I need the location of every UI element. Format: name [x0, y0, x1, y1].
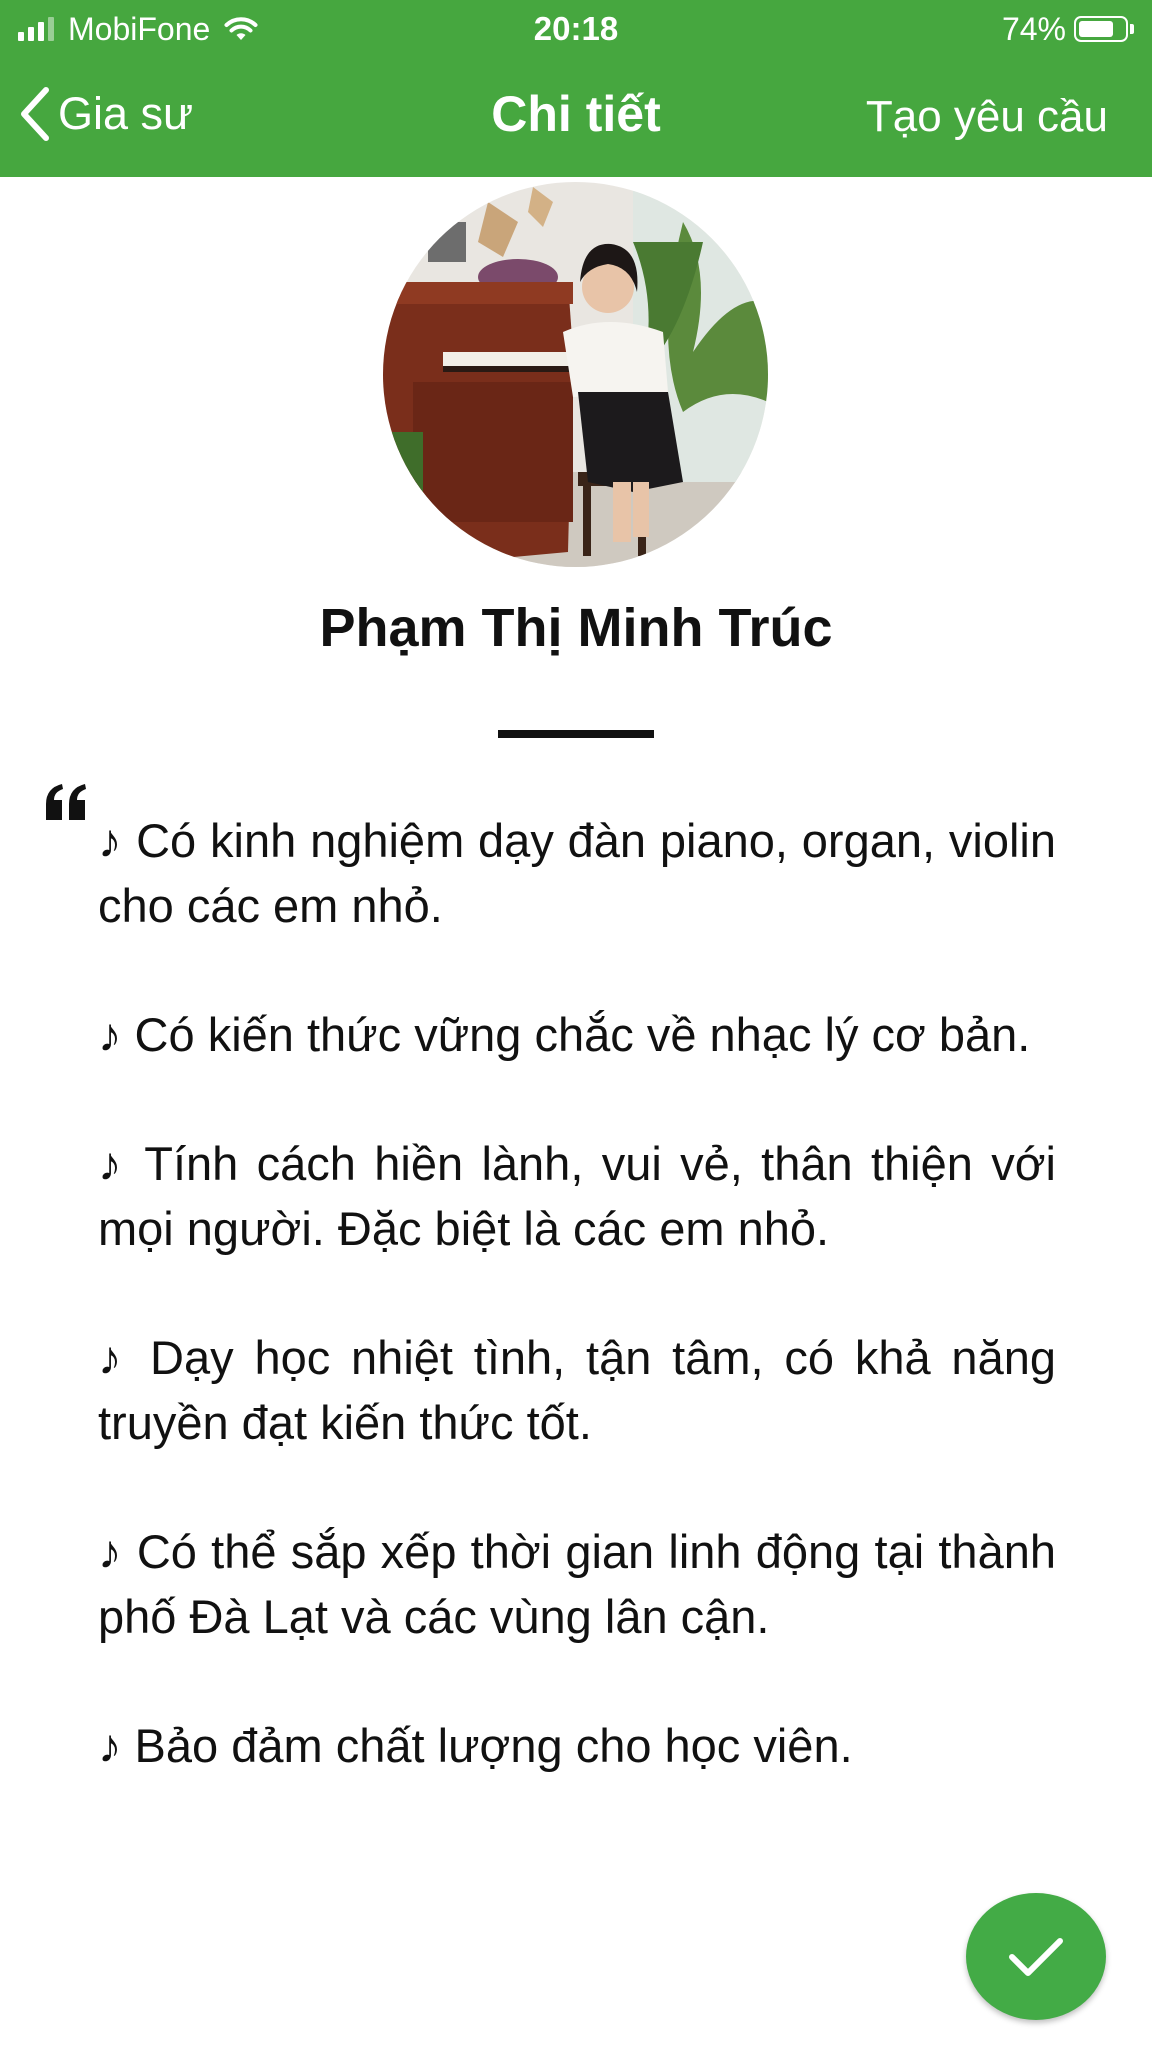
- app-header: [0, 0, 1152, 177]
- quote-icon: [44, 782, 88, 822]
- avatar: [383, 182, 768, 567]
- battery-fill: [1079, 21, 1113, 37]
- description-item: ♪ Có thể sắp xếp thời gian linh động tại thành phố Đà Lạt và các vùng lân cận.: [98, 1525, 1056, 1643]
- description-item: ♪ Tính cách hiền lành, vui vẻ, thân thiện với mọi người. Đặc biệt là các em nhỏ.: [98, 1137, 1056, 1255]
- description-item: ♪ Có kinh nghiệm dạy đàn piano, organ, violin cho các em nhỏ.: [98, 814, 1056, 932]
- description-item: ♪ Có kiến thức vững chắc về nhạc lý cơ bản.: [98, 1008, 1031, 1061]
- tutor-name: Phạm Thị Minh Trúc: [319, 598, 833, 658]
- confirm-button[interactable]: [966, 1893, 1106, 2020]
- create-request-button[interactable]: Tạo yêu cầu: [865, 92, 1108, 141]
- carrier-name: MobiFone: [68, 10, 211, 47]
- name-divider: [498, 730, 654, 738]
- battery-percent: 74%: [1001, 10, 1066, 47]
- battery-icon: [1074, 16, 1128, 42]
- description-item: ♪ Dạy học nhiệt tình, tận tâm, có khả năng truyền đạt kiến thức tốt.: [98, 1331, 1056, 1449]
- description-item: ♪ Bảo đảm chất lượng cho học viên.: [98, 1719, 853, 1772]
- tutor-avatar-photo: [383, 182, 768, 567]
- page-title: Chi tiết: [491, 86, 661, 142]
- status-battery-group: [1002, 10, 1134, 48]
- checkmark-icon: [1008, 1935, 1064, 1979]
- tutor-description: [98, 808, 1056, 1842]
- battery-cap: [1130, 24, 1134, 34]
- back-button-label: Gia sư: [58, 88, 194, 139]
- status-time: 20:18: [533, 10, 619, 47]
